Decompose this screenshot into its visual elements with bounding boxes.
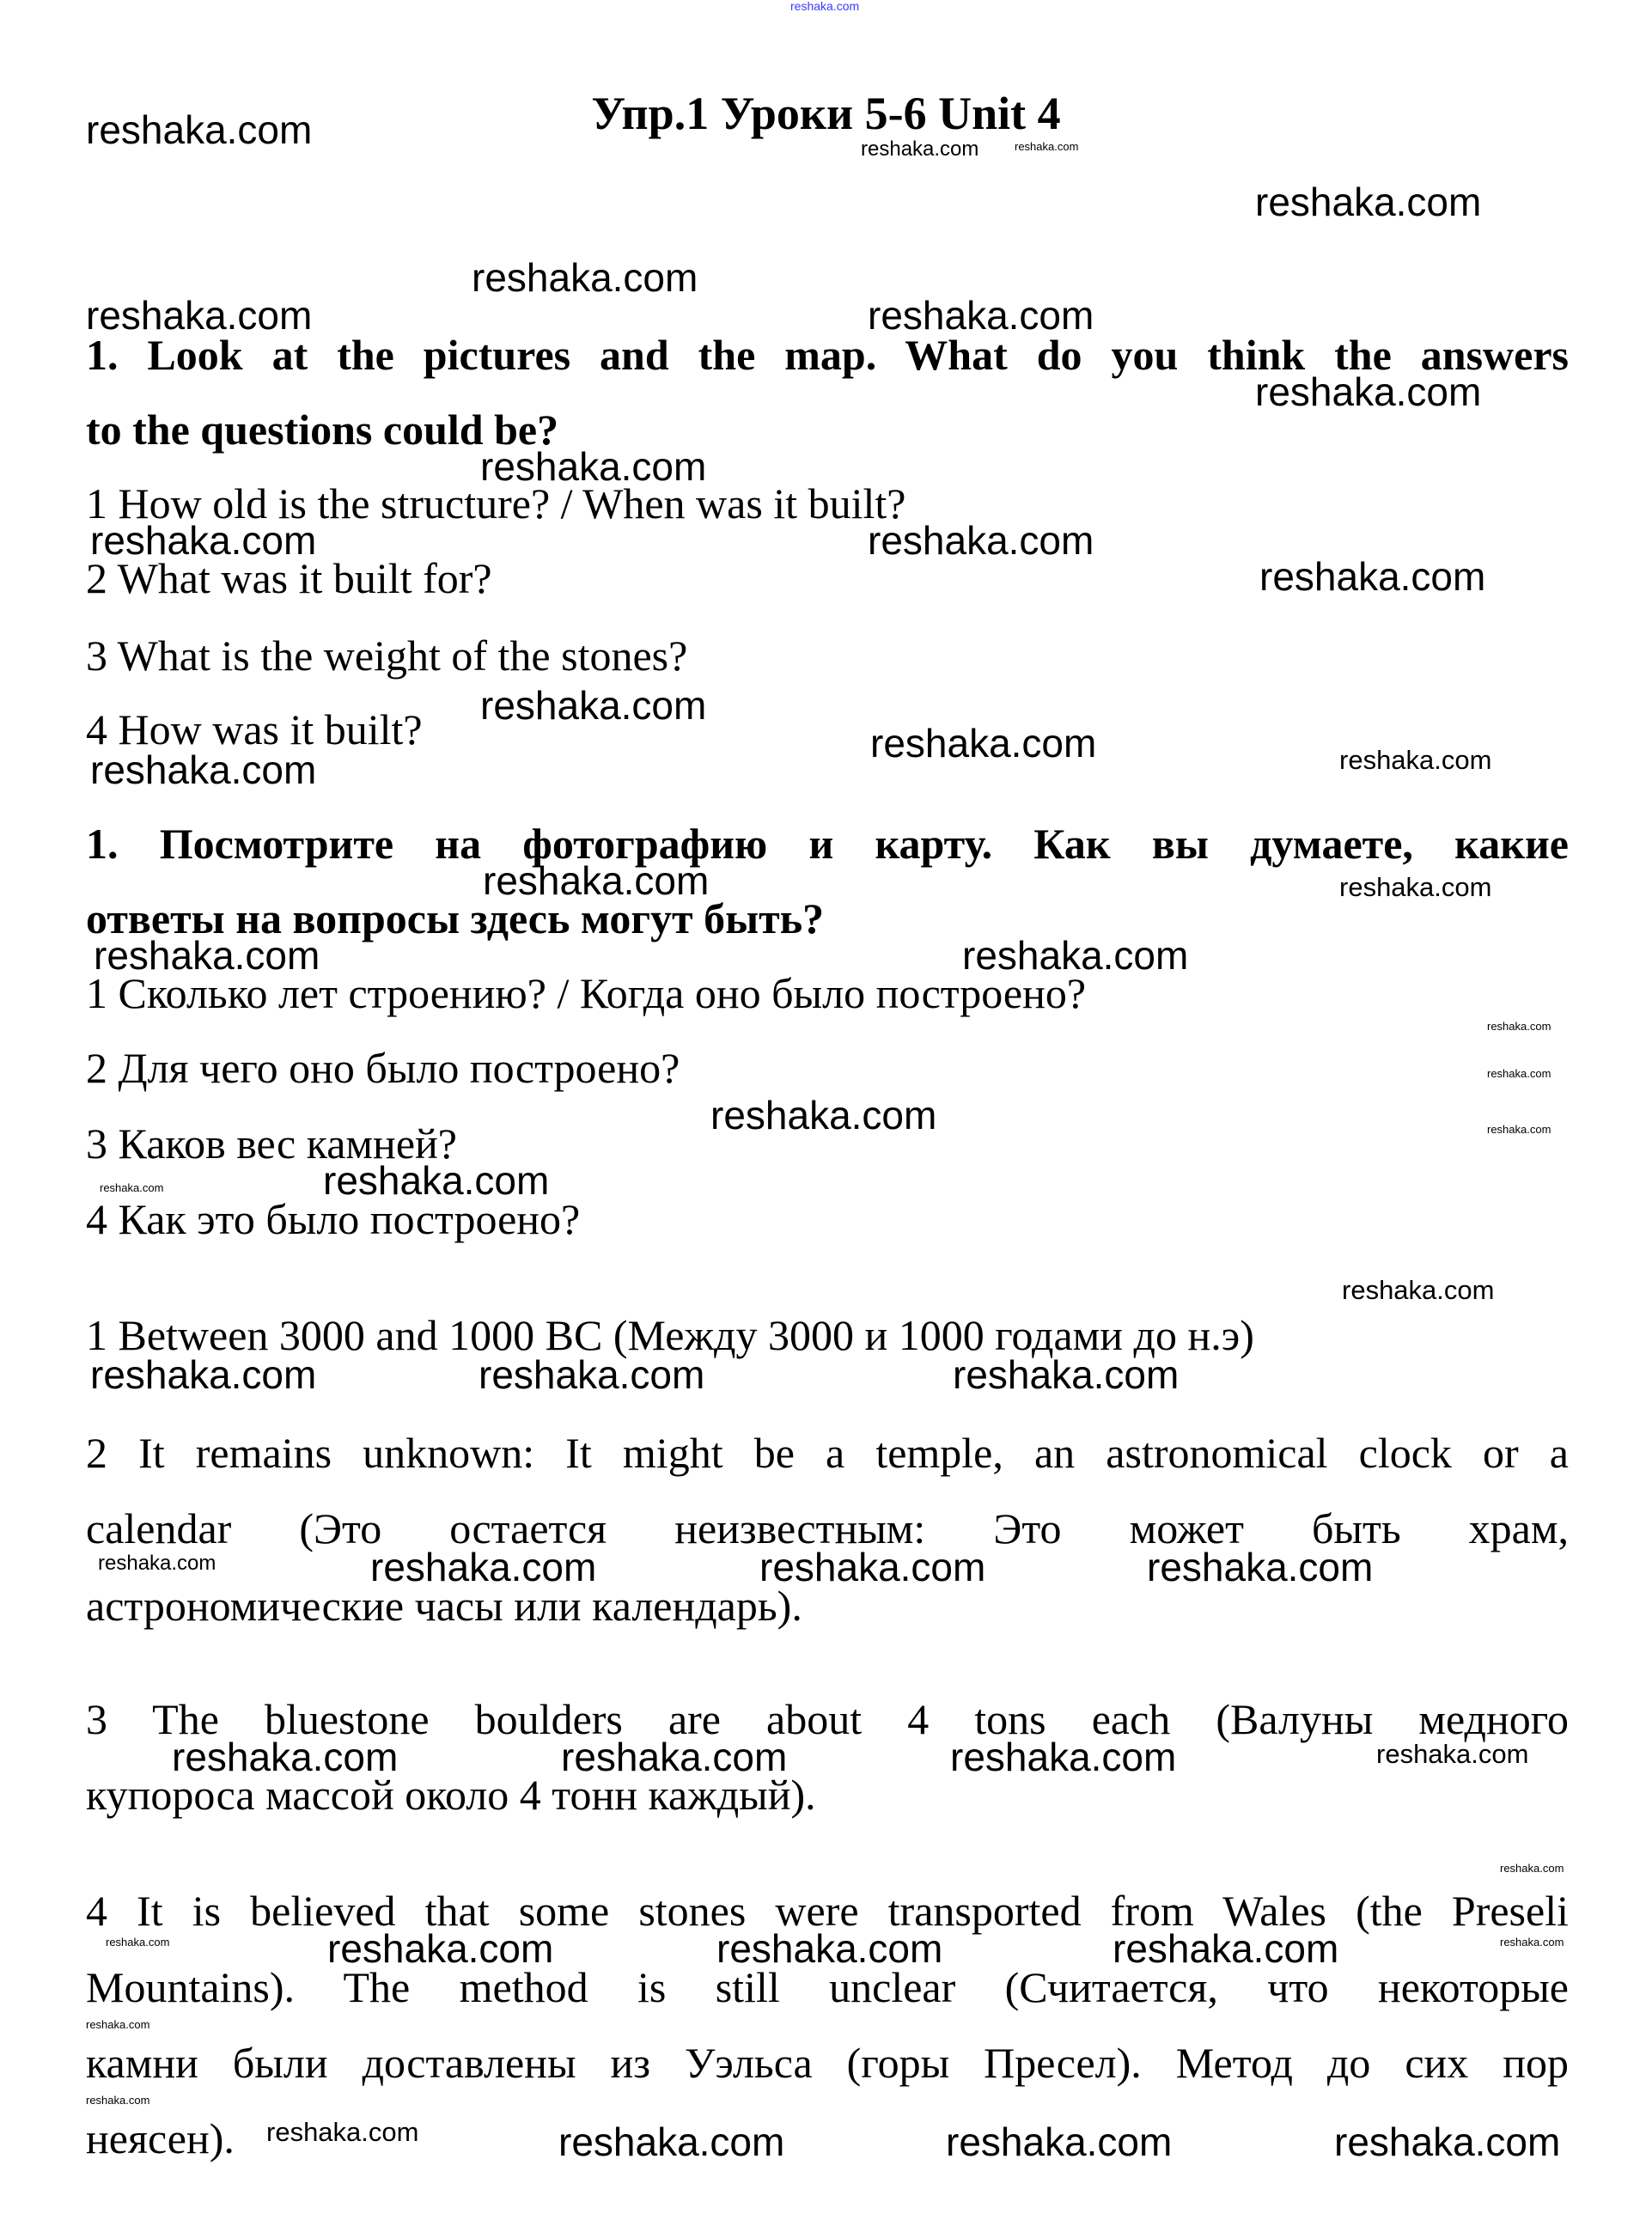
watermark: reshaka.com (86, 107, 313, 152)
watermark: reshaka.com (1255, 180, 1482, 224)
answer-2-line2: calendar (Это остается неизвестным: Это может быть храм, (86, 1504, 1569, 1552)
question-en-3: 3 What is the weight of the stones? (86, 631, 688, 680)
task-heading-ru: 1. Посмотрите на фотографию и карту. Как вы думаете, какие (86, 820, 1569, 868)
watermark: reshaka.com (1342, 1275, 1495, 1305)
task-heading-ru-cont: ответы на вопросы здесь могут быть? (86, 894, 825, 942)
watermark: reshaka.com (172, 1735, 399, 1779)
watermark: reshaka.com (86, 293, 313, 338)
watermark: reshaka.com (716, 1926, 943, 1971)
watermark: reshaka.com (962, 933, 1189, 978)
watermark: reshaka.com (868, 518, 1094, 563)
question-ru-3: 3 Каков вес камней? (86, 1119, 457, 1168)
question-en-1: 1 How old is the structure? / When was it built? (86, 479, 906, 528)
watermark: reshaka.com (861, 137, 979, 161)
task-heading-en: 1. Look at the pictures and the map. What do you think the answers (86, 331, 1569, 379)
watermark: reshaka.com (90, 1352, 317, 1397)
answer-2-line3: астрономические часы или календарь). (86, 1582, 802, 1630)
watermark: reshaka.com (1259, 554, 1486, 599)
watermark: reshaka.com (561, 1735, 788, 1779)
page-title: Упр.1 Уроки 5-6 Unit 4 (591, 88, 1061, 139)
watermark: reshaka.com (323, 1158, 550, 1203)
watermark: reshaka.com (558, 2119, 785, 2164)
watermark: reshaka.com (946, 2119, 1173, 2164)
watermark: reshaka.com (98, 1552, 216, 1575)
answer-4-line3: камни были доставлены из Уэльса (горы Пресел). Метод до сих пор (86, 2039, 1569, 2087)
watermark: reshaka.com (1487, 1123, 1551, 1136)
watermark: reshaka.com (472, 255, 698, 300)
answer-4-line4: неясен). (86, 2114, 235, 2162)
watermark: reshaka.com (950, 1735, 1177, 1779)
watermark: reshaka.com (1500, 1862, 1564, 1875)
watermark: reshaka.com (483, 858, 710, 903)
watermark: reshaka.com (327, 1926, 554, 1971)
watermark: reshaka.com (90, 518, 317, 563)
watermark: reshaka.com (480, 683, 707, 728)
task-heading-en-cont: to the questions could be? (86, 406, 559, 454)
watermark: reshaka.com (1015, 140, 1079, 153)
answer-4-line2: Mountains). The method is still unclear (Считается, что некоторые (86, 1963, 1569, 2011)
answer-3-line1: 3 The bluestone boulders are about 4 tons each (Валуны медного (86, 1695, 1569, 1743)
watermark: reshaka.com (106, 1936, 170, 1949)
question-ru-2: 2 Для чего оно было построено? (86, 1044, 680, 1092)
watermark: reshaka.com (1376, 1739, 1529, 1769)
watermark: reshaka.com (480, 444, 707, 489)
watermark: reshaka.com (100, 1181, 164, 1194)
watermark: reshaka.com (710, 1093, 937, 1137)
watermark: reshaka.com (370, 1545, 597, 1589)
watermark: reshaka.com (953, 1352, 1180, 1397)
answer-1: 1 Between 3000 and 1000 BC (Между 3000 и 1000 годами до н.э) (86, 1311, 1254, 1359)
watermark: reshaka.com (1334, 2119, 1561, 2164)
answer-2-line1: 2 It remains unknown: It might be a temple, an astronomical clock or a (86, 1429, 1569, 1477)
question-en-4: 4 How was it built? (86, 705, 423, 753)
watermark: reshaka.com (1339, 872, 1492, 902)
question-ru-1: 1 Сколько лет строению? / Когда оно было построено? (86, 969, 1087, 1017)
watermark: reshaka.com (870, 721, 1097, 765)
answer-4-line1: 4 It is believed that some stones were transported from Wales (the Preseli (86, 1887, 1569, 1935)
watermark: reshaka.com (94, 933, 320, 978)
watermark: reshaka.com (790, 0, 860, 13)
watermark: reshaka.com (1500, 1936, 1564, 1949)
answer-3-line2: купороса массой около 4 тонн каждый). (86, 1771, 816, 1819)
question-ru-4: 4 Как это было построено? (86, 1195, 581, 1243)
watermark: reshaka.com (90, 747, 317, 792)
watermark: reshaka.com (1487, 1020, 1551, 1033)
watermark: reshaka.com (868, 293, 1094, 338)
watermark: reshaka.com (1147, 1545, 1374, 1589)
watermark: reshaka.com (1339, 745, 1492, 775)
watermark: reshaka.com (86, 2018, 150, 2031)
watermark: reshaka.com (266, 2117, 419, 2147)
watermark: reshaka.com (1113, 1926, 1339, 1971)
question-en-2: 2 What was it built for? (86, 554, 492, 602)
watermark: reshaka.com (759, 1545, 986, 1589)
watermark: reshaka.com (479, 1352, 705, 1397)
watermark: reshaka.com (1487, 1067, 1551, 1080)
watermark: reshaka.com (1255, 369, 1482, 414)
watermark: reshaka.com (86, 2094, 150, 2107)
